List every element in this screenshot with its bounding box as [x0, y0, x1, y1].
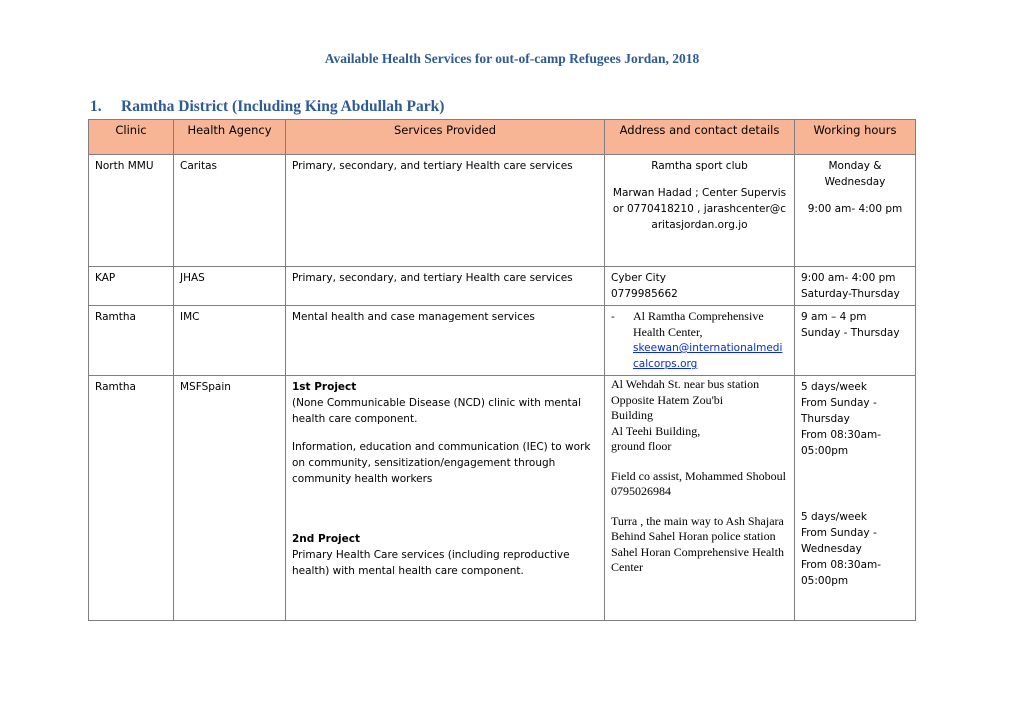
- hours-days: Saturday-Thursday: [801, 288, 900, 300]
- agency-cell: JHAS: [174, 267, 286, 306]
- address-line: Cyber City: [611, 272, 666, 284]
- agency-cell: IMC: [174, 306, 286, 376]
- header-clinic: Clinic: [89, 120, 174, 155]
- bullet-dash: -: [611, 311, 615, 323]
- hours-days-per-week: 5 days/week: [801, 381, 867, 393]
- table-row: [89, 155, 916, 267]
- address-cell: [605, 306, 795, 376]
- table-row: [89, 376, 916, 621]
- hours-time: 9:00 am- 4:00 pm: [807, 203, 903, 215]
- services-cell: Primary, secondary, and tertiary Health care services: [286, 155, 605, 267]
- contact-details: Marwan Hadad ; Center Supervisor 0770418210 , jarashcenter@caritasjordan.org.jo: [612, 187, 787, 231]
- clinic-cell: Ramtha: [89, 306, 174, 376]
- document-title: Available Health Services for out-of-camp Refugees Jordan, 2018: [324, 51, 700, 66]
- hours-time: 9 am – 4 pm: [801, 311, 867, 323]
- hours-time: From 08:30am- 05:00pm: [801, 429, 882, 457]
- clinic-cell: Ramtha: [89, 376, 174, 621]
- project1-description-2: Information, education and communication (IEC) to work on community, sensitization/engagement through community health workers: [292, 441, 591, 485]
- project2-description: Primary Health Care services (including reproductive health) with mental health care component.: [292, 549, 570, 577]
- phone-number: 0779985662: [611, 288, 678, 300]
- contact-name: Field co assist, Mohammed Shoboul: [611, 468, 786, 483]
- email-link[interactable]: skeewan@internationalmedicalcorps.org: [633, 342, 783, 370]
- agency-cell: Caritas: [174, 155, 286, 267]
- project1-description: (None Communicable Disease (NCD) clinic with mental health care component.: [292, 397, 582, 425]
- hours-days: Sunday - Thursday: [801, 327, 900, 339]
- address-line: Ramtha sport club: [651, 160, 748, 172]
- phone-number: 0795026984: [611, 484, 671, 498]
- address-line: Behind Sahel Horan police station: [611, 529, 776, 543]
- table-header-row: [89, 120, 916, 155]
- health-services-table: [88, 119, 916, 621]
- clinic-cell: North MMU: [89, 155, 174, 267]
- section-number: 1.: [90, 98, 102, 115]
- hours-time: From 08:30am- 05:00pm: [801, 559, 882, 587]
- services-cell: Mental health and case management services: [286, 306, 605, 376]
- header-services-provided: Services Provided: [286, 120, 605, 155]
- address-cell: [605, 267, 795, 306]
- header-health-agency: Health Agency: [174, 120, 286, 155]
- address-cell: [605, 376, 795, 621]
- hours-cell: [795, 376, 916, 621]
- address-line: Opposite Hatem Zou'bi: [611, 392, 724, 407]
- address-line: Al Teehi Building,: [611, 423, 701, 438]
- project2-title: 2nd Project: [292, 533, 361, 545]
- address-line: Al Ramtha Comprehensive Health Center,: [633, 309, 764, 339]
- hours-days: From Sunday - Wednesday: [801, 527, 877, 555]
- hours-days: Monday & Wednesday: [824, 160, 886, 188]
- hours-time: 9:00 am- 4:00 pm: [801, 272, 896, 284]
- services-cell: [286, 376, 605, 621]
- header-working-hours: Working hours: [795, 120, 916, 155]
- table-row: [89, 267, 916, 306]
- header-address-contact: Address and contact details: [605, 120, 795, 155]
- table-row: [89, 306, 916, 376]
- address-line: Sahel Horan Comprehensive Health Center: [611, 544, 784, 574]
- section-heading: [90, 98, 444, 116]
- section-title: Ramtha District (Including King Abdullah Park): [121, 98, 445, 115]
- address-line: ground floor: [611, 439, 672, 453]
- hours-cell: [795, 306, 916, 376]
- hours-days: From Sunday - Thursday: [801, 397, 877, 425]
- address-line: Building: [611, 408, 654, 422]
- address-line: Turra , the main way to Ash Shajara: [611, 513, 784, 528]
- address-bullet-item: [611, 309, 788, 372]
- project1-title: 1st Project: [292, 381, 357, 393]
- services-cell: Primary, secondary, and tertiary Health care services: [286, 267, 605, 306]
- hours-cell: [795, 267, 916, 306]
- address-line: Al Wehdah St. near bus station: [611, 377, 760, 391]
- hours-days-per-week: 5 days/week: [801, 511, 867, 523]
- hours-cell: [795, 155, 916, 267]
- address-cell: [605, 155, 795, 267]
- clinic-cell: KAP: [89, 267, 174, 306]
- agency-cell: MSFSpain: [174, 376, 286, 621]
